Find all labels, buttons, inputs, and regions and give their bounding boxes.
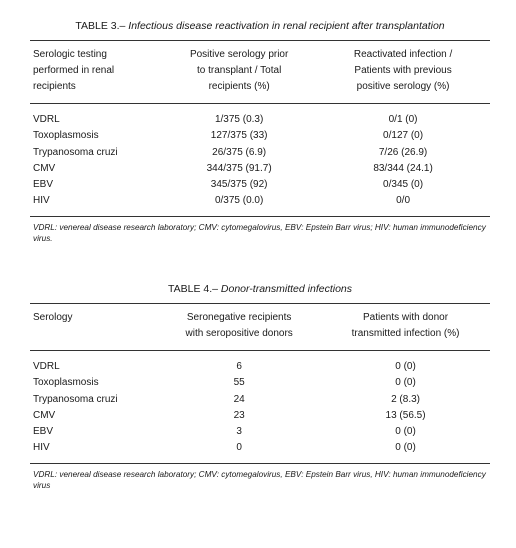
row-label: CMV	[33, 162, 56, 174]
row-label: HIV	[33, 442, 50, 454]
table-row	[30, 408, 490, 424]
table-row	[30, 112, 490, 128]
table-3-header-col-1	[162, 47, 316, 95]
table-4-header	[30, 304, 490, 350]
table-4-footnote: VDRL: venereal disease research laboratory; CMV: cytomegalovirus, EBV: Epstein Barr virus, HIV: human immunodeficiency virus	[33, 469, 486, 490]
row-label: VDRL	[33, 114, 60, 125]
header-line: recipients (%)	[208, 81, 270, 92]
table-3-body	[30, 104, 490, 216]
table-3-header-col-2	[316, 47, 490, 95]
table-4-title	[30, 283, 490, 296]
table-row	[30, 161, 490, 177]
table-3-bottom-rule	[30, 216, 490, 217]
table-4-bottom-rule	[30, 463, 490, 464]
row-value: 13 (56.5)	[385, 409, 426, 421]
header-line: Serologic testing	[33, 49, 107, 60]
header-line: Positive serology prior	[189, 49, 289, 60]
table-4-header-col-0	[30, 310, 157, 342]
header-line: recipients	[33, 81, 76, 92]
table-row	[30, 359, 490, 375]
row-label: EBV	[33, 426, 54, 438]
row-value: 6	[236, 361, 242, 372]
row-label: CMV	[33, 409, 56, 421]
table-3-header-col-0	[30, 47, 162, 95]
header-line: Serology	[33, 312, 73, 323]
row-value: 0 (0)	[395, 442, 416, 454]
table-row	[30, 424, 490, 440]
table-3	[30, 20, 490, 244]
row-value: 2 (8.3)	[391, 393, 420, 405]
table-row	[30, 177, 490, 193]
table-row	[30, 145, 490, 161]
row-value: 26/375 (6.9)	[212, 146, 267, 158]
table-4-body	[30, 351, 490, 463]
row-value: 0/0	[396, 195, 411, 207]
table-4-header-col-1	[157, 310, 321, 342]
table-4-title-text: Donor-transmitted infections	[220, 283, 353, 295]
header-line: to transplant / Total	[196, 65, 282, 76]
table-row	[30, 375, 490, 391]
table-3-header	[30, 41, 490, 103]
table-row	[30, 392, 490, 408]
row-value: 23	[233, 409, 245, 421]
row-value: 0/1 (0)	[388, 114, 418, 125]
row-label: VDRL	[33, 361, 60, 372]
row-value: 0 (0)	[395, 426, 416, 438]
row-label: EBV	[33, 179, 54, 191]
header-line: Patients with previous	[354, 65, 452, 76]
row-value: 344/375 (91.7)	[206, 162, 272, 174]
table-4-header-col-2	[321, 310, 490, 342]
table-3-title-text: Infectious disease reactivation in renal recipient after transplantation	[128, 20, 445, 32]
row-value: 0 (0)	[395, 377, 416, 389]
row-label: Toxoplasmosis	[33, 130, 99, 142]
header-line: performed in renal	[33, 65, 115, 76]
row-value: 0/375 (0.0)	[214, 195, 264, 207]
row-value: 0/127 (0)	[383, 130, 424, 142]
row-label: Trypanosoma cruzi	[33, 393, 118, 405]
row-value: 24	[233, 393, 245, 405]
table-4-title-prefix: TABLE 4.–	[167, 283, 218, 295]
header-line: Seronegative recipients	[186, 312, 292, 323]
header-line: with seropositive donors	[185, 328, 293, 339]
header-line: transmitted infection (%)	[351, 328, 460, 339]
row-value: 0	[236, 442, 242, 454]
header-line: Reactivated infection /	[353, 49, 453, 60]
table-3-title	[30, 20, 490, 33]
row-value: 345/375 (92)	[210, 179, 268, 191]
header-line: Patients with donor	[363, 312, 449, 323]
table-3-title-prefix: TABLE 3.–	[75, 20, 126, 32]
row-label: HIV	[33, 195, 50, 207]
row-value: 3	[236, 426, 242, 438]
table-row	[30, 193, 490, 209]
table-row	[30, 440, 490, 456]
row-label: Trypanosoma cruzi	[33, 146, 118, 158]
row-label: Toxoplasmosis	[33, 377, 99, 389]
row-value: 7/26 (26.9)	[378, 146, 428, 158]
table-row	[30, 128, 490, 144]
row-value: 1/375 (0.3)	[214, 114, 264, 125]
row-value: 127/375 (33)	[210, 130, 268, 142]
row-value: 0 (0)	[395, 361, 416, 372]
table-4	[30, 283, 490, 491]
row-value: 0/345 (0)	[383, 179, 424, 191]
table-3-footnote: VDRL: venereal disease research laboratory; CMV: cytomegalovirus, EBV: Epstein Barr virus; HIV: human immunodeficiency virus.	[33, 222, 486, 243]
header-line: positive serology (%)	[356, 81, 450, 92]
row-value: 83/344 (24.1)	[373, 162, 433, 174]
row-value: 55	[233, 377, 245, 389]
